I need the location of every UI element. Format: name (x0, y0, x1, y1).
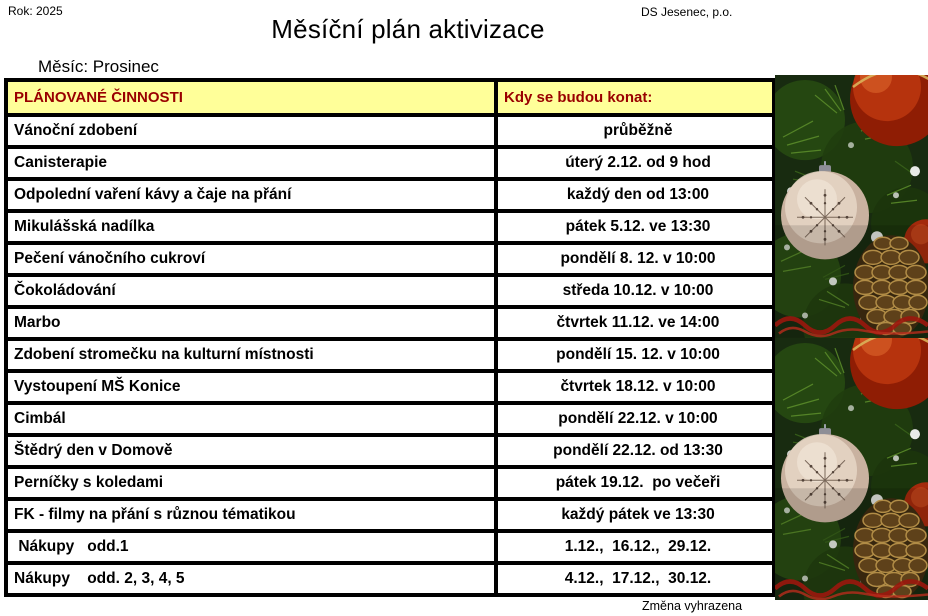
table-row (6, 499, 774, 531)
column-header-when: Kdy se budou konat: (496, 80, 774, 115)
when-cell: čtvrtek 18.12. v 10:00 (496, 371, 774, 403)
when-cell: pondělí 15. 12. v 10:00 (496, 339, 774, 371)
when-cell: pátek 5.12. ve 13:30 (496, 211, 774, 243)
table-row (6, 467, 774, 499)
table-row (6, 531, 774, 563)
activity-cell: Vystoupení MŠ Konice (6, 371, 496, 403)
table-row (6, 563, 774, 595)
when-cell: průběžně (496, 115, 774, 147)
year-label: Rok: 2025 (8, 4, 63, 18)
table-row (6, 179, 774, 211)
activities-table-head (6, 80, 774, 115)
table-row (6, 115, 774, 147)
table-row (6, 211, 774, 243)
activities-table (4, 78, 776, 597)
footer-note: Změna vyhrazena (642, 599, 743, 613)
table-row (6, 371, 774, 403)
activity-cell: Zdobení stromečku na kulturní místnosti (6, 339, 496, 371)
table-row (6, 435, 774, 467)
when-cell: úterý 2.12. od 9 hod (496, 147, 774, 179)
activity-cell: Čokoládování (6, 275, 496, 307)
when-cell: čtvrtek 11.12. ve 14:00 (496, 307, 774, 339)
column-header-activities: PLÁNOVANÉ ČINNOSTI (6, 80, 496, 115)
christmas-photo-tile (775, 75, 928, 338)
when-cell: středa 10.12. v 10:00 (496, 275, 774, 307)
table-row (6, 147, 774, 179)
activity-cell: Odpolední vaření kávy a čaje na přání (6, 179, 496, 211)
when-cell: pátek 19.12. po večeři (496, 467, 774, 499)
when-cell: 4.12., 17.12., 30.12. (496, 563, 774, 595)
table-row (6, 243, 774, 275)
activity-cell: Nákupy odd. 2, 3, 4, 5 (6, 563, 496, 595)
activity-cell: Vánoční zdobení (6, 115, 496, 147)
table-row (6, 403, 774, 435)
when-cell: každý pátek ve 13:30 (496, 499, 774, 531)
table-row (6, 307, 774, 339)
organization-label: DS Jesenec, p.o. (641, 5, 733, 19)
header-row (6, 80, 774, 115)
activity-cell: Canisterapie (6, 147, 496, 179)
table-row (6, 275, 774, 307)
table-row (6, 339, 774, 371)
page-title: Měsíční plán aktivizace (271, 14, 545, 44)
when-cell: 1.12., 16.12., 29.12. (496, 531, 774, 563)
when-cell: pondělí 22.12. v 10:00 (496, 403, 774, 435)
christmas-photo-tile (775, 338, 928, 601)
when-cell: pondělí 22.12. od 13:30 (496, 435, 774, 467)
activity-cell: Nákupy odd.1 (6, 531, 496, 563)
activity-cell: Perníčky s koledami (6, 467, 496, 499)
when-cell: každý den od 13:00 (496, 179, 774, 211)
activity-cell: Štědrý den v Domově (6, 435, 496, 467)
activity-cell: Pečení vánočního cukroví (6, 243, 496, 275)
activity-cell: Cimbál (6, 403, 496, 435)
christmas-photo (775, 75, 928, 600)
activity-cell: Mikulášská nadílka (6, 211, 496, 243)
when-cell: pondělí 8. 12. v 10:00 (496, 243, 774, 275)
month-label: Měsíc: Prosinec (38, 57, 159, 76)
activities-table-body (6, 115, 774, 595)
activity-cell: Marbo (6, 307, 496, 339)
activity-cell: FK - filmy na přání s různou tématikou (6, 499, 496, 531)
